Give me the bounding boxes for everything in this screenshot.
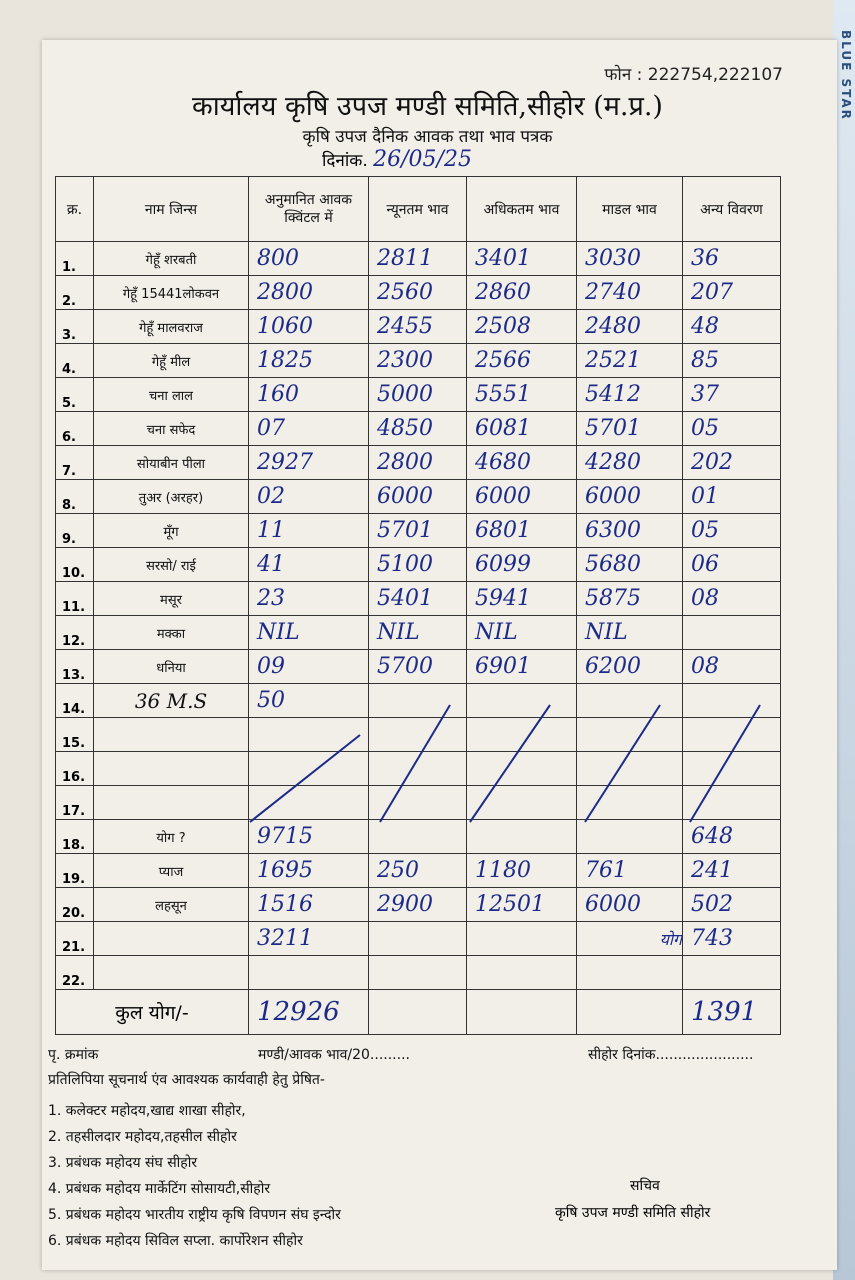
row-modal-price: 6300 [577,514,683,548]
row-max-price: 6801 [467,514,577,548]
date-value: 26/05/25 [373,147,472,172]
list-item: 1. कलेक्टर महोदय,खाद्य शाखा सीहोर, [48,1103,246,1119]
row-min-price: 4850 [369,412,467,446]
row-modal-price [577,956,683,990]
table-row [56,854,781,888]
secretary-title: सचिव [630,1178,660,1194]
row-qty [249,786,369,820]
row-max-price: 5941 [467,582,577,616]
grand-total-empty-3 [577,990,683,1035]
row-min-price: NIL [369,616,467,650]
row-number: 2. [56,276,94,310]
table-row [56,344,781,378]
row-other: 85 [683,344,781,378]
list-item: 5. प्रबंधक महोदय भारतीय राष्ट्रीय कृषि विपणन संघ इन्दोर [48,1207,341,1223]
row-commodity: गेहूँ 15441लोकवन [94,276,249,310]
row-number: 19. [56,854,94,888]
row-number: 18. [56,820,94,854]
row-qty: 160 [249,378,369,412]
table-header [56,177,781,242]
table-row [56,752,781,786]
row-commodity: लहसून [94,888,249,922]
row-commodity: मक्का [94,616,249,650]
row-qty: 50 [249,684,369,718]
header-sno: क्र. [56,177,94,242]
row-modal-price: 2480 [577,310,683,344]
row-commodity: गेहूँ शरबती [94,242,249,276]
row-qty: NIL [249,616,369,650]
row-number: 8. [56,480,94,514]
header-name: नाम जिन्स [94,177,249,242]
row-commodity: तुअर (अरहर) [94,480,249,514]
row-max-price: 6099 [467,548,577,582]
row-max-price: 6901 [467,650,577,684]
row-number: 10. [56,548,94,582]
list-item: 2. तहसीलदार महोदय,तहसील सीहोर [48,1129,237,1145]
row-modal-price: 6000 [577,480,683,514]
row-max-price: 6000 [467,480,577,514]
grand-total-empty-2 [467,990,577,1035]
footer-forward: प्रतिलिपिया सूचनार्थ एंव आवश्यक कार्यवाही हेतु प्रेषित- [48,1072,325,1088]
grand-total-other: 1391 [683,990,781,1035]
row-number: 11. [56,582,94,616]
row-modal-price: NIL [577,616,683,650]
row-other: 08 [683,650,781,684]
row-qty [249,956,369,990]
table-row [56,820,781,854]
row-min-price: 5100 [369,548,467,582]
footer-date: सीहोर दिनांक...................... [588,1047,754,1063]
row-other: 06 [683,548,781,582]
secretary-org: कृषि उपज मण्डी समिति सीहोर [555,1205,711,1221]
row-qty: 41 [249,548,369,582]
form-subtitle: कृषि उपज दैनिक आवक तथा भाव पत्रक [302,127,553,147]
row-other: 37 [683,378,781,412]
phone-number: फोन : 222754,222107 [604,65,783,85]
row-max-price [467,752,577,786]
row-min-price: 2811 [369,242,467,276]
list-item: 3. प्रबंधक महोदय संघ सीहोर [48,1155,198,1171]
row-modal-price: 2521 [577,344,683,378]
list-item: 6. प्रबंधक महोदय सिविल सप्ला. कार्पोरेशन सीहोर [48,1233,303,1249]
row-max-price: 12501 [467,888,577,922]
office-title: कार्यालय कृषि उपज मण्डी समिति,सीहोर (म.प्र.) [192,91,663,122]
row-other: 202 [683,446,781,480]
row-number: 9. [56,514,94,548]
header-max: अधिकतम भाव [467,177,577,242]
row-other: 05 [683,514,781,548]
row-modal-price: 5875 [577,582,683,616]
header-qty: अनुमानित आवक क्विंटल में [249,177,369,242]
row-max-price [467,922,577,956]
table-row [56,310,781,344]
row-number: 7. [56,446,94,480]
table-row [56,480,781,514]
row-number: 4. [56,344,94,378]
row-other: 08 [683,582,781,616]
table-row [56,514,781,548]
row-min-price: 5701 [369,514,467,548]
row-min-price: 6000 [369,480,467,514]
row-max-price: 6081 [467,412,577,446]
row-other: 36 [683,242,781,276]
table-row [56,956,781,990]
row-modal-price: 5701 [577,412,683,446]
table-row [56,582,781,616]
grand-total-label: कुल योग/- [56,990,249,1035]
row-min-price [369,820,467,854]
row-max-price: 5551 [467,378,577,412]
row-commodity: चना लाल [94,378,249,412]
row-commodity: चना सफेद [94,412,249,446]
row-max-price [467,684,577,718]
row-commodity: योग ? [94,820,249,854]
row-min-price [369,956,467,990]
footer-mandi: मण्डी/आवक भाव/20......... [258,1047,410,1063]
table-row [56,786,781,820]
row-qty: 3211 [249,922,369,956]
row-other [683,752,781,786]
row-number: 12. [56,616,94,650]
row-min-price: 5700 [369,650,467,684]
footer-ref: पृ. क्रमांक [48,1047,99,1063]
row-qty: 02 [249,480,369,514]
row-modal-price: 6000 [577,888,683,922]
row-number: 3. [56,310,94,344]
row-commodity [94,786,249,820]
row-min-price: 2800 [369,446,467,480]
row-modal-price [577,718,683,752]
row-number: 21. [56,922,94,956]
row-commodity [94,752,249,786]
table-row [56,276,781,310]
row-max-price: 1180 [467,854,577,888]
row-number: 13. [56,650,94,684]
table-row [56,446,781,480]
table-row [56,378,781,412]
row-number: 6. [56,412,94,446]
header-modal: माडल भाव [577,177,683,242]
row-qty: 1825 [249,344,369,378]
row-number: 15. [56,718,94,752]
row-qty: 11 [249,514,369,548]
row-commodity: धनिया [94,650,249,684]
row-qty [249,752,369,786]
row-qty: 1060 [249,310,369,344]
row-min-price: 2300 [369,344,467,378]
row-modal-price [577,820,683,854]
row-other: 743 [683,922,781,956]
row-qty: 07 [249,412,369,446]
row-max-price: 4680 [467,446,577,480]
row-modal-price: 6200 [577,650,683,684]
grand-total-qty: 12926 [249,990,369,1035]
price-table [55,176,781,1035]
row-min-price: 2900 [369,888,467,922]
row-min-price: 2560 [369,276,467,310]
grand-total-empty-1 [369,990,467,1035]
row-qty [249,718,369,752]
row-modal-price: 5680 [577,548,683,582]
date-label: दिनांक [322,151,363,171]
list-item: 4. प्रबंधक महोदय मार्केटिंग सोसायटी,सीहोर [48,1181,271,1197]
row-max-price: 2508 [467,310,577,344]
row-modal-price: 4280 [577,446,683,480]
row-modal-price [577,786,683,820]
row-other: 648 [683,820,781,854]
side-strip-text: BLUE STAR [839,30,853,121]
row-modal-price: 5412 [577,378,683,412]
row-min-price: 5000 [369,378,467,412]
row-other: 01 [683,480,781,514]
table-row [56,684,781,718]
row-commodity [94,718,249,752]
row-other: 48 [683,310,781,344]
row-qty: 2800 [249,276,369,310]
row-commodity: प्याज [94,854,249,888]
row-min-price [369,922,467,956]
row-min-price [369,684,467,718]
table-row [56,616,781,650]
row-min-price [369,718,467,752]
row-commodity: मसूर [94,582,249,616]
row-number: 20. [56,888,94,922]
row-modal-price: 761 [577,854,683,888]
row-qty: 2927 [249,446,369,480]
row-number: 5. [56,378,94,412]
table-row [56,922,781,956]
row-other: 241 [683,854,781,888]
row-other: 207 [683,276,781,310]
table-row [56,548,781,582]
row-other [683,786,781,820]
table-row [56,412,781,446]
row-other [683,718,781,752]
row-max-price: NIL [467,616,577,650]
row-max-price [467,956,577,990]
row-modal-price: 3030 [577,242,683,276]
grand-total-row [56,990,781,1035]
row-other: 05 [683,412,781,446]
header-min: न्यूनतम भाव [369,177,467,242]
table-row [56,242,781,276]
row-other [683,684,781,718]
row-commodity: सरसो/ राई [94,548,249,582]
row-modal-price [577,684,683,718]
row-number: 14. [56,684,94,718]
row-modal-price [577,752,683,786]
row-commodity: 36 M.S [94,684,249,718]
row-commodity [94,922,249,956]
row-other [683,616,781,650]
row-min-price: 5401 [369,582,467,616]
row-qty: 09 [249,650,369,684]
row-max-price: 2566 [467,344,577,378]
row-max-price [467,718,577,752]
row-number: 17. [56,786,94,820]
row-max-price: 2860 [467,276,577,310]
row-max-price [467,820,577,854]
row-qty: 23 [249,582,369,616]
row-commodity: गेहूँ मील [94,344,249,378]
row-min-price [369,786,467,820]
row-number: 22. [56,956,94,990]
row-number: 16. [56,752,94,786]
row-other [683,956,781,990]
row-max-price: 3401 [467,242,577,276]
row-min-price: 2455 [369,310,467,344]
row-commodity: सोयाबीन पीला [94,446,249,480]
row-commodity: गेहूँ मालवराज [94,310,249,344]
row-commodity: मूँग [94,514,249,548]
row-qty: 1516 [249,888,369,922]
row-max-price [467,786,577,820]
table-row [56,888,781,922]
row-modal-price: योग [577,922,683,956]
row-qty: 9715 [249,820,369,854]
row-commodity [94,956,249,990]
row-qty: 800 [249,242,369,276]
row-other: 502 [683,888,781,922]
date-row: दिनांक. 26/05/25 [322,147,472,172]
row-qty: 1695 [249,854,369,888]
row-modal-price: 2740 [577,276,683,310]
row-min-price: 250 [369,854,467,888]
header-other: अन्य विवरण [683,177,781,242]
table-row [56,650,781,684]
table-row [56,718,781,752]
distribution-list [48,1098,341,1254]
row-number: 1. [56,242,94,276]
row-min-price [369,752,467,786]
